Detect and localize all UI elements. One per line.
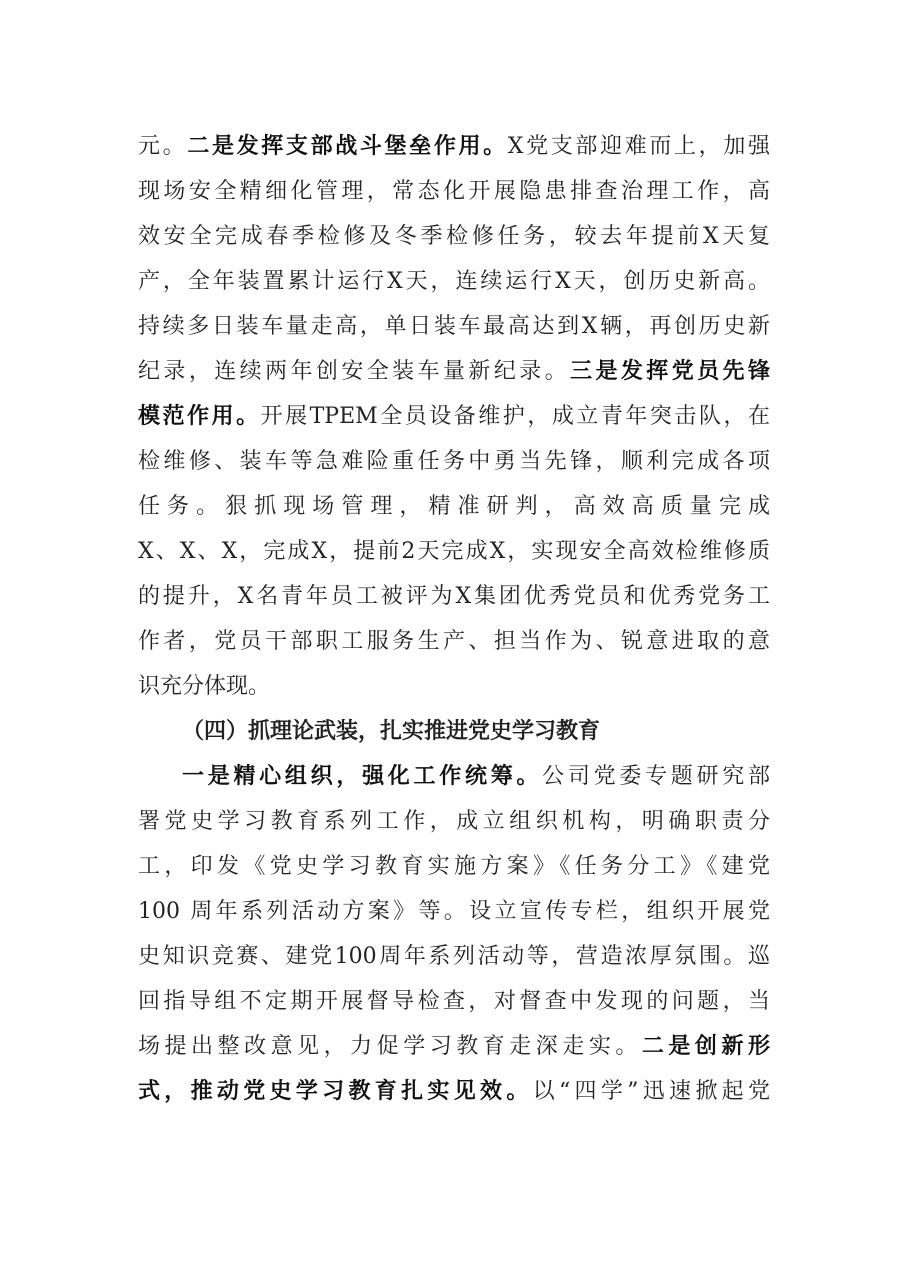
text-line: 持续多日装车量走高，单日装车最高达到X辆，再创历史新 [138, 314, 770, 339]
bold-phrase: 二是创新形 [641, 1033, 770, 1059]
text-line: 现场安全精细化管理，常态化开展隐患排查治理工作，高 [138, 179, 770, 204]
text-line [138, 124, 770, 169]
text-run: 场提出整改意见，力促学习教育走深走实。 [138, 1034, 642, 1059]
text-run: X党支部迎难而上，加强 [507, 134, 770, 159]
text-run: 公司党委专题研究部 [542, 764, 770, 789]
bold-phrase: 式，推动党史学习教育扎实见效。 [138, 1078, 533, 1104]
text-line: 识充分体现。 [138, 674, 271, 699]
text-run: 开展TPEM全员设备维护，成立青年突击队，在 [260, 404, 770, 429]
text-line: 100 周年系列活动方案》等。设立宣传专栏，组织开展党 [138, 899, 770, 924]
text-line [138, 1069, 770, 1114]
text-line: 效安全完成春季检修及冬季检修任务，较去年提前X天复 [138, 224, 770, 249]
text-line [138, 1024, 770, 1069]
text-run: 纪录，连续两年创安全装车量新纪录。 [138, 359, 571, 384]
text-line [138, 754, 770, 799]
body-text [138, 124, 770, 1114]
text-line: 检维修、装车等急难险重任务中勇当先锋，顺利完成各项 [138, 449, 770, 474]
text-line: 工，印发《党史学习教育实施方案》《任务分工》《建党 [138, 854, 770, 879]
text-line [138, 394, 770, 439]
text-run: 元。 [138, 134, 188, 159]
text-line: 作者，党员干部职工服务生产、担当作为、锐意进取的意 [138, 629, 770, 654]
text-line: 署党史学习教育系列工作，成立组织机构，明确职责分 [138, 809, 770, 834]
text-line: 任务。狠抓现场管理，精准研判，高效高质量完成 [138, 494, 770, 519]
text-line: 的提升，X名青年员工被评为X集团优秀党员和优秀党务工 [138, 584, 770, 609]
bold-phrase: 模范作用。 [138, 403, 261, 429]
section-heading: （四）抓理论武装，扎实推进党史学习教育 [182, 718, 601, 744]
bold-phrase: 三是发挥党员先锋 [570, 358, 770, 384]
text-line: 回指导组不定期开展督导检查，对督查中发现的问题，当 [138, 989, 770, 1014]
text-run: 以“四学”迅速掀起党 [532, 1079, 770, 1104]
text-line: X、X、X，完成X，提前2天完成X，实现安全高效检维修质 [138, 539, 770, 564]
bold-phrase: 二是发挥支部战斗堡垒作用。 [187, 133, 508, 159]
text-line [138, 349, 770, 394]
text-line: 史知识竞赛、建党100周年系列活动等，营造浓厚氛围。巡 [138, 944, 770, 969]
text-line: 产，全年装置累计运行X天，连续运行X天，创历史新高。 [138, 269, 770, 294]
bold-phrase: 一是精心组织，强化工作统筹。 [182, 763, 543, 789]
